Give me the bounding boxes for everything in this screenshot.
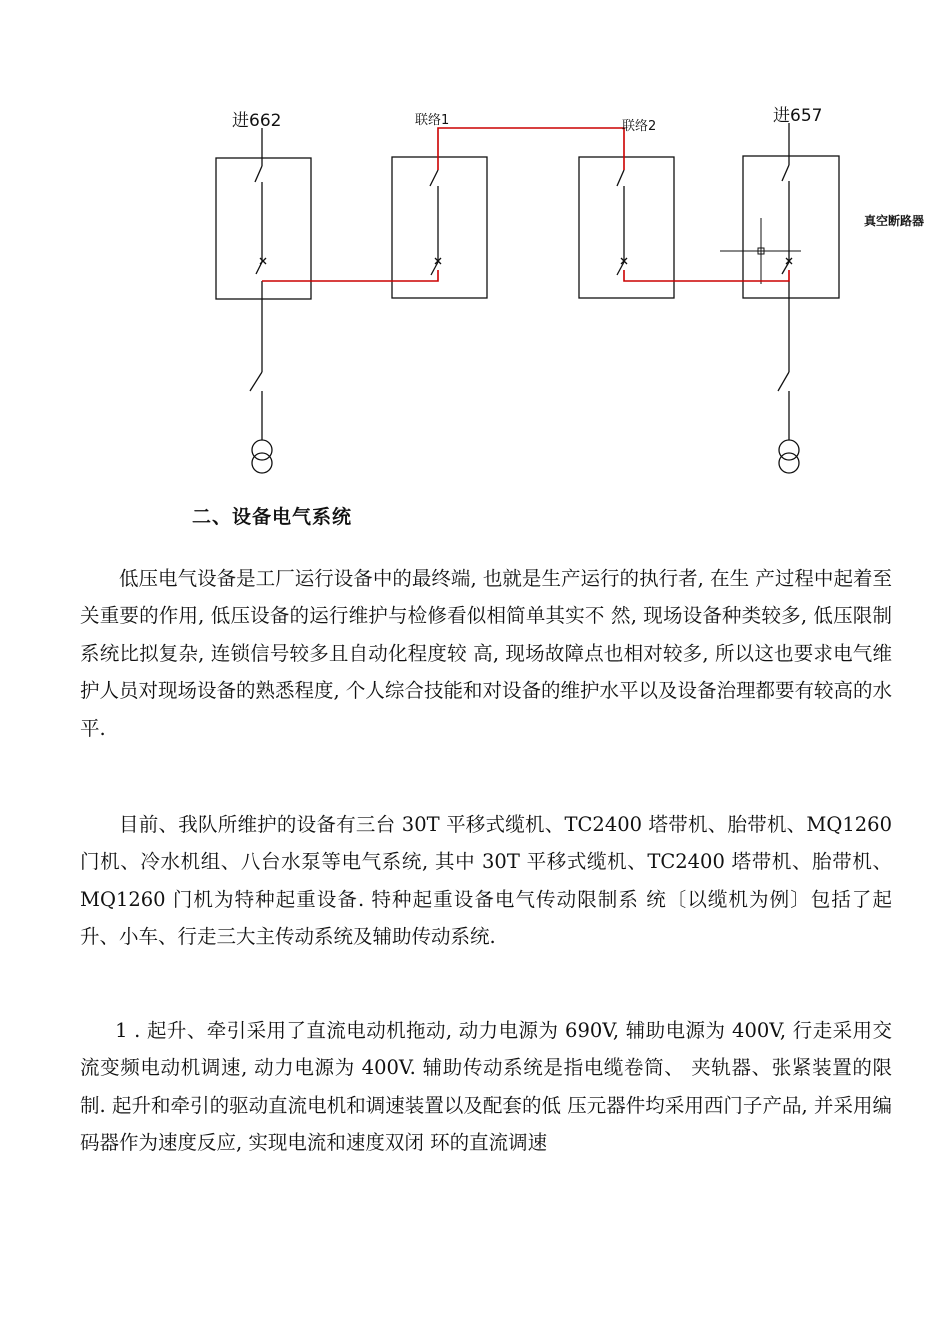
label-tie-1: 联络1 xyxy=(415,113,450,128)
cabinet-tie2 xyxy=(579,157,674,298)
label-feeder-662: 进662 xyxy=(232,111,282,131)
paragraph-2: 目前、我队所维护的设备有三台 30T 平移式缆机、TC2400 塔带机、胎带机、MQ1260 门机、冷水机组、八台水泵等电气系统, 其中 30T 平移式缆机、TC2400 塔带机、胎带机、MQ1260 门机为特种起重设备. 特种起重设备电气传动限制系 统〔以缆机为例〕包括了起升、小车、行走三大主传动系统及辅助传动系统. xyxy=(80,812,892,948)
tie-wiring xyxy=(262,128,789,281)
section-heading: 二、设备电气系统 xyxy=(192,506,353,528)
paragraph-3: 1 . 起升、牵引采用了直流电动机拖动, 动力电源为 690V, 辅助电源为 400V, 行走采用交流变频电动机调速, 动力电源为 400V. 辅助传动系统是指电缆卷筒、 夹轨器、张紧装置的限制. 起升和牵引的驱动直流电机和调速装置以及配套的低 压元器件均采用西门子产品, 并采用编码器作为速度反应, 实现电流和速度双闭 环的直流调速 xyxy=(80,1018,892,1154)
cabinet-657 xyxy=(743,156,839,298)
label-vacuum-breaker: 真空断路器 xyxy=(864,214,925,228)
cabinet-tie1 xyxy=(392,157,487,298)
cabinet-662 xyxy=(216,158,311,299)
label-feeder-657: 进657 xyxy=(773,106,823,126)
label-tie-2: 联络2 xyxy=(622,119,657,134)
paragraph-1: 低压电气设备是工厂运行设备中的最终端, 也就是生产运行的执行者, 在生 产过程中起着至关重要的作用, 低压设备的运行维护与检修看似相简单其实不 然, 现场设备种类较多, 低压限制系统比拟复杂, 连锁信号较多且自动化程度较 高, 现场故障点也相对较多, 所以这也要求电气维护人员对现场设备的熟悉程度, 个人综合技能和对设备的维护水平以及设备治理都要有较高的水平. xyxy=(80,566,892,740)
single-line-diagram xyxy=(0,0,950,490)
